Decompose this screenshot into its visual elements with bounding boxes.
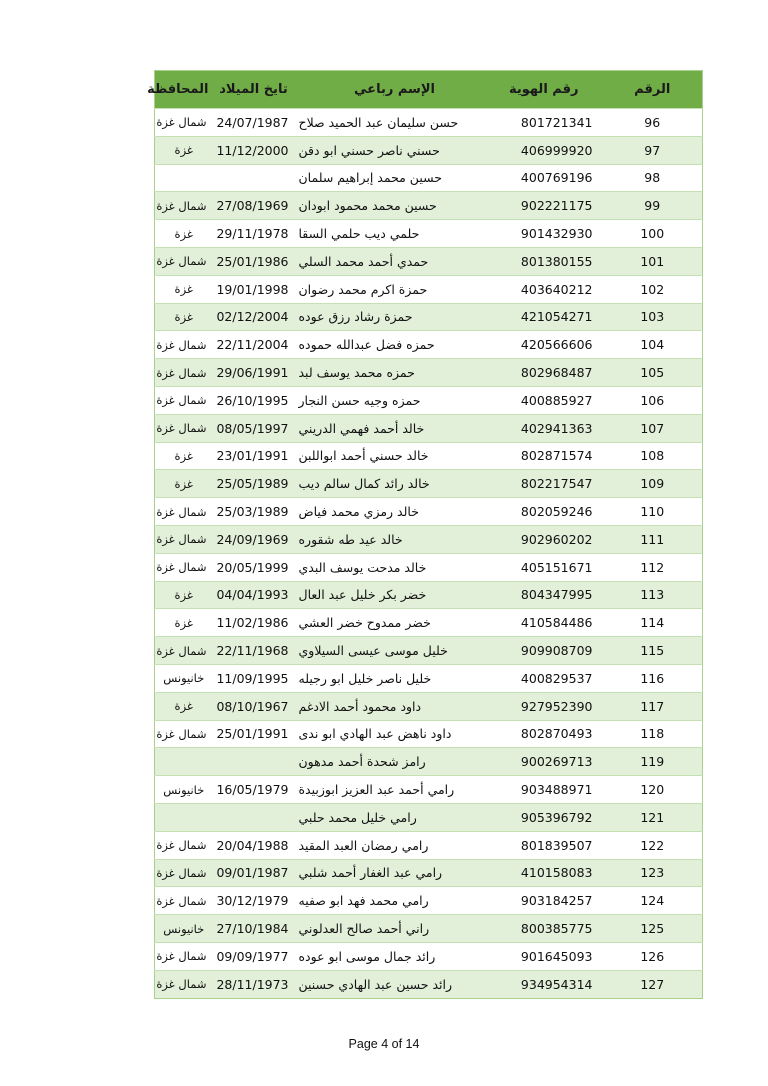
cell-number: 97 [603, 136, 703, 164]
table-row [155, 386, 703, 414]
cell-birth-date: 25/01/1986 [213, 247, 295, 275]
cell-number: 115 [603, 637, 703, 665]
cell-governorate: شمال غزة [155, 942, 213, 970]
cell-name: رائد جمال موسى ابو عوده [295, 942, 495, 970]
cell-number: 122 [603, 831, 703, 859]
cell-birth-date: 09/01/1987 [213, 859, 295, 887]
cell-birth-date: 11/12/2000 [213, 136, 295, 164]
cell-id: 802059246 [495, 498, 603, 526]
cell-birth-date: 23/01/1991 [213, 442, 295, 470]
cell-id: 905396792 [495, 803, 603, 831]
cell-governorate: غزة [155, 609, 213, 637]
cell-birth-date: 27/08/1969 [213, 192, 295, 220]
cell-name: حمزة رشاد رزق عوده [295, 303, 495, 331]
cell-number: 108 [603, 442, 703, 470]
cell-birth-date: 26/10/1995 [213, 386, 295, 414]
table-row [155, 192, 703, 220]
cell-birth-date [213, 748, 295, 776]
cell-number: 113 [603, 581, 703, 609]
table-row [155, 664, 703, 692]
records-table [147, 70, 703, 999]
table-row [155, 164, 703, 192]
table-row [155, 414, 703, 442]
cell-birth-date: 29/06/1991 [213, 359, 295, 387]
table-row [155, 331, 703, 359]
cell-id: 802217547 [495, 470, 603, 498]
cell-name: حسني ناصر حسني ابو دقن [295, 136, 495, 164]
table-row [155, 692, 703, 720]
cell-birth-date: 30/12/1979 [213, 887, 295, 915]
cell-name: حسين محمد إبراهيم سلمان [295, 164, 495, 192]
cell-number: 100 [603, 220, 703, 248]
cell-birth-date: 24/09/1969 [213, 525, 295, 553]
cell-number: 117 [603, 692, 703, 720]
table-row [155, 637, 703, 665]
cell-name: حمزه فضل عبدالله حموده [295, 331, 495, 359]
cell-birth-date: 25/01/1991 [213, 720, 295, 748]
cell-number: 123 [603, 859, 703, 887]
header-number: الرقم [634, 82, 671, 97]
cell-governorate: غزة [155, 442, 213, 470]
cell-birth-date: 09/09/1977 [213, 942, 295, 970]
table-row [155, 498, 703, 526]
table-row [155, 136, 703, 164]
cell-name: حمزه وجيه حسن النجار [295, 386, 495, 414]
cell-id: 927952390 [495, 692, 603, 720]
table-row [155, 720, 703, 748]
cell-governorate: غزة [155, 581, 213, 609]
cell-name: خليل موسى عيسى السيلاوي [295, 637, 495, 665]
cell-governorate: شمال غزة [155, 247, 213, 275]
cell-governorate: شمال غزة [155, 637, 213, 665]
cell-id: 901645093 [495, 942, 603, 970]
header-birth-date: تايخ الميلاد [219, 82, 288, 97]
page-footer: Page 4 of 14 [348, 1037, 420, 1051]
cell-number: 106 [603, 386, 703, 414]
cell-name: رامز شحدة أحمد مدهون [295, 748, 495, 776]
cell-name: خالد مدحت يوسف البدي [295, 553, 495, 581]
cell-number: 96 [603, 109, 703, 137]
cell-birth-date: 04/04/1993 [213, 581, 295, 609]
cell-id: 801839507 [495, 831, 603, 859]
header-id: رقم الهوية [508, 82, 579, 97]
cell-governorate: شمال غزة [155, 859, 213, 887]
cell-id: 410584486 [495, 609, 603, 637]
cell-id: 403640212 [495, 275, 603, 303]
cell-id: 901432930 [495, 220, 603, 248]
cell-id: 801380155 [495, 247, 603, 275]
cell-name: رامي رمضان العبد المقيد [295, 831, 495, 859]
cell-birth-date: 08/05/1997 [213, 414, 295, 442]
cell-number: 103 [603, 303, 703, 331]
table-row [155, 470, 703, 498]
cell-id: 420566606 [495, 331, 603, 359]
table-row [155, 803, 703, 831]
cell-birth-date: 24/07/1987 [213, 109, 295, 137]
cell-governorate: شمال غزة [155, 887, 213, 915]
cell-governorate: شمال غزة [155, 331, 213, 359]
cell-governorate: شمال غزة [155, 414, 213, 442]
table-row [155, 748, 703, 776]
cell-name: حمدي أحمد محمد السلي [295, 247, 495, 275]
cell-governorate [155, 748, 213, 776]
cell-governorate: خانيونس [155, 664, 213, 692]
cell-number: 118 [603, 720, 703, 748]
cell-id: 400829537 [495, 664, 603, 692]
cell-birth-date: 19/01/1998 [213, 275, 295, 303]
cell-governorate: غزة [155, 692, 213, 720]
cell-governorate: شمال غزة [155, 386, 213, 414]
header-governorate: المحافظة [147, 82, 209, 97]
cell-id: 902960202 [495, 525, 603, 553]
table-row [155, 581, 703, 609]
cell-governorate [155, 803, 213, 831]
cell-id: 900269713 [495, 748, 603, 776]
cell-name: داود محمود أحمد الادغم [295, 692, 495, 720]
cell-number: 125 [603, 915, 703, 943]
cell-governorate: خانيونس [155, 915, 213, 943]
cell-id: 406999920 [495, 136, 603, 164]
cell-name: رامي عبد الغفار أحمد شلبي [295, 859, 495, 887]
cell-birth-date: 02/12/2004 [213, 303, 295, 331]
table-row [155, 525, 703, 553]
cell-name: خالد أحمد فهمي الدريني [295, 414, 495, 442]
cell-id: 400769196 [495, 164, 603, 192]
cell-governorate [155, 164, 213, 192]
table-row [155, 442, 703, 470]
cell-id: 802968487 [495, 359, 603, 387]
cell-number: 112 [603, 553, 703, 581]
table-row [155, 609, 703, 637]
cell-number: 102 [603, 275, 703, 303]
cell-governorate: شمال غزة [155, 831, 213, 859]
cell-governorate: شمال غزة [155, 525, 213, 553]
cell-birth-date: 22/11/2004 [213, 331, 295, 359]
cell-birth-date: 25/05/1989 [213, 470, 295, 498]
table-row [155, 887, 703, 915]
cell-name: حمزه محمد يوسف لبد [295, 359, 495, 387]
table-row [155, 776, 703, 804]
cell-birth-date: 11/09/1995 [213, 664, 295, 692]
cell-name: حلمي ديب حلمي السقا [295, 220, 495, 248]
cell-number: 124 [603, 887, 703, 915]
cell-name: رامي محمد فهد ابو صفيه [295, 887, 495, 915]
table-row [155, 831, 703, 859]
cell-number: 126 [603, 942, 703, 970]
cell-governorate: شمال غزة [155, 970, 213, 998]
cell-name: رائد حسين عبد الهادي حسنين [295, 970, 495, 998]
cell-birth-date: 29/11/1978 [213, 220, 295, 248]
table-header-row [155, 71, 703, 109]
cell-birth-date [213, 803, 295, 831]
table-row [155, 109, 703, 137]
cell-birth-date: 16/05/1979 [213, 776, 295, 804]
cell-birth-date: 27/10/1984 [213, 915, 295, 943]
cell-birth-date: 11/02/1986 [213, 609, 295, 637]
cell-id: 405151671 [495, 553, 603, 581]
table-row [155, 359, 703, 387]
cell-id: 410158083 [495, 859, 603, 887]
cell-name: خضر بكر خليل عبد العال [295, 581, 495, 609]
cell-id: 800385775 [495, 915, 603, 943]
cell-governorate: غزة [155, 275, 213, 303]
cell-number: 121 [603, 803, 703, 831]
cell-name: حسين محمد محمود ابودان [295, 192, 495, 220]
cell-number: 110 [603, 498, 703, 526]
cell-birth-date: 25/03/1989 [213, 498, 295, 526]
cell-birth-date [213, 164, 295, 192]
cell-birth-date: 08/10/1967 [213, 692, 295, 720]
cell-governorate: شمال غزة [155, 720, 213, 748]
cell-name: خالد حسني أحمد ابواللبن [295, 442, 495, 470]
cell-id: 903488971 [495, 776, 603, 804]
cell-governorate: شمال غزة [155, 553, 213, 581]
cell-governorate: شمال غزة [155, 498, 213, 526]
cell-governorate: غزة [155, 470, 213, 498]
cell-governorate: شمال غزة [155, 359, 213, 387]
cell-name: خضر ممدوح خضر العشي [295, 609, 495, 637]
cell-number: 109 [603, 470, 703, 498]
cell-number: 107 [603, 414, 703, 442]
cell-id: 400885927 [495, 386, 603, 414]
cell-number: 98 [603, 164, 703, 192]
cell-number: 111 [603, 525, 703, 553]
cell-governorate: غزة [155, 303, 213, 331]
cell-number: 120 [603, 776, 703, 804]
cell-name: حسن سليمان عبد الحميد صلاح [295, 109, 495, 137]
cell-name: رامي خليل محمد حلبي [295, 803, 495, 831]
cell-birth-date: 22/11/1968 [213, 637, 295, 665]
cell-number: 101 [603, 247, 703, 275]
cell-number: 119 [603, 748, 703, 776]
cell-governorate: خانيونس [155, 776, 213, 804]
cell-id: 934954314 [495, 970, 603, 998]
table-row [155, 303, 703, 331]
cell-name: حمزة اكرم محمد رضوان [295, 275, 495, 303]
table-row [155, 275, 703, 303]
cell-birth-date: 28/11/1973 [213, 970, 295, 998]
cell-name: داود ناهض عبد الهادي ابو ندى [295, 720, 495, 748]
cell-number: 114 [603, 609, 703, 637]
cell-id: 802871574 [495, 442, 603, 470]
cell-number: 104 [603, 331, 703, 359]
cell-id: 909908709 [495, 637, 603, 665]
cell-id: 802870493 [495, 720, 603, 748]
table-row [155, 859, 703, 887]
header-name: الإسم رباعي [354, 82, 435, 97]
table-row [155, 970, 703, 998]
cell-governorate: شمال غزة [155, 109, 213, 137]
cell-name: خالد رائد كمال سالم ديب [295, 470, 495, 498]
cell-governorate: شمال غزة [155, 192, 213, 220]
cell-governorate: غزة [155, 220, 213, 248]
cell-id: 402941363 [495, 414, 603, 442]
cell-name: خليل ناصر خليل ابو رجيله [295, 664, 495, 692]
cell-number: 127 [603, 970, 703, 998]
cell-id: 902221175 [495, 192, 603, 220]
table-row [155, 915, 703, 943]
cell-number: 99 [603, 192, 703, 220]
table-row [155, 220, 703, 248]
cell-id: 421054271 [495, 303, 603, 331]
cell-id: 903184257 [495, 887, 603, 915]
table-body [155, 109, 703, 999]
cell-governorate: غزة [155, 136, 213, 164]
cell-name: خالد رمزي محمد فياض [295, 498, 495, 526]
cell-name: خالد عيد طه شقوره [295, 525, 495, 553]
cell-birth-date: 20/05/1999 [213, 553, 295, 581]
table-row [155, 247, 703, 275]
table-row [155, 553, 703, 581]
table-row [155, 942, 703, 970]
records-table-container [147, 70, 702, 999]
cell-number: 105 [603, 359, 703, 387]
cell-name: رامي أحمد عبد العزيز ابوزبيدة [295, 776, 495, 804]
cell-name: راني أحمد صالح العدلوني [295, 915, 495, 943]
cell-birth-date: 20/04/1988 [213, 831, 295, 859]
cell-id: 801721341 [495, 109, 603, 137]
cell-id: 804347995 [495, 581, 603, 609]
cell-number: 116 [603, 664, 703, 692]
